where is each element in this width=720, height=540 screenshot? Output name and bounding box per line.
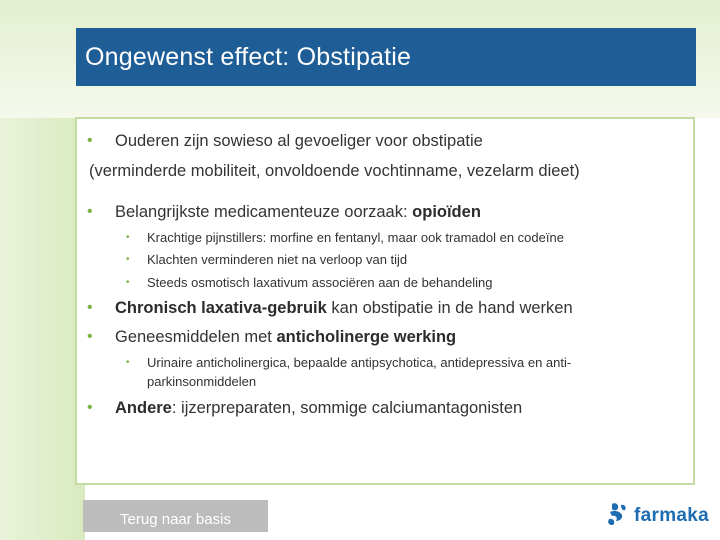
bullet-text-plain: Geneesmiddelen met [115,328,277,346]
bullet-text-bold: Chronisch laxativa-gebruik [115,299,327,317]
bullet-text-bold: anticholinerge werking [276,328,457,346]
bullet-text-bold: opioïden [412,203,481,221]
title-bar [76,28,696,86]
bullet-text-plain: Belangrijkste medicamenteuze oorzaak: [115,203,413,221]
bullet-text [115,299,573,318]
sub-bullet-text: Steeds osmotisch laxativum associëren aan de behandeling [147,275,493,290]
sub-bullet-icon: • [126,254,130,265]
content-box [75,117,695,485]
sub-bullet-text: Klachten verminderen niet na verloop van tijd [147,252,408,267]
slide-title: Ongewenst effect: Obstipatie [85,42,412,71]
bullet-text-plain: : ijzerpreparaten, sommige calciumantagonisten [171,399,523,417]
sub-bullet-icon: • [126,232,130,243]
sub-bullet-text-continuation: parkinsonmiddelen [147,374,257,389]
bullet-text [115,203,481,222]
sub-bullet-4-1-continuation [147,374,256,389]
bullet-icon: • [87,203,93,220]
bullet-item-1-continuation [89,162,580,181]
bullet-text-plain: kan obstipatie in de hand werken [326,299,573,317]
sub-bullet-icon: • [126,357,130,368]
back-to-base-button[interactable]: Terug naar basis [83,500,268,532]
bullet-text [115,399,522,418]
bullet-icon: • [87,132,93,149]
sub-bullet-text: Krachtige pijnstillers: morfine en fentanyl, maar ook tramadol en codeïne [147,230,564,245]
logo-text: farmaka [634,505,709,526]
farmaka-logo-icon [606,501,630,532]
sub-bullet-icon: • [126,277,130,288]
bullet-icon: • [87,328,93,345]
sub-bullet-text: Urinaire anticholinergica, bepaalde antipsychotica, antidepressiva en anti- [147,355,572,370]
bullet-text [115,328,456,347]
bullet-text: Ouderen zijn sowieso al gevoeliger voor obstipatie [115,132,483,150]
bullet-text-continuation: (verminderde mobiliteit, onvoldoende vochtinname, vezelarm dieet) [89,162,580,180]
bullet-icon: • [87,399,93,416]
bullet-icon: • [87,299,93,316]
bullet-text-bold: Andere [115,399,172,417]
farmaka-logo [606,498,716,534]
